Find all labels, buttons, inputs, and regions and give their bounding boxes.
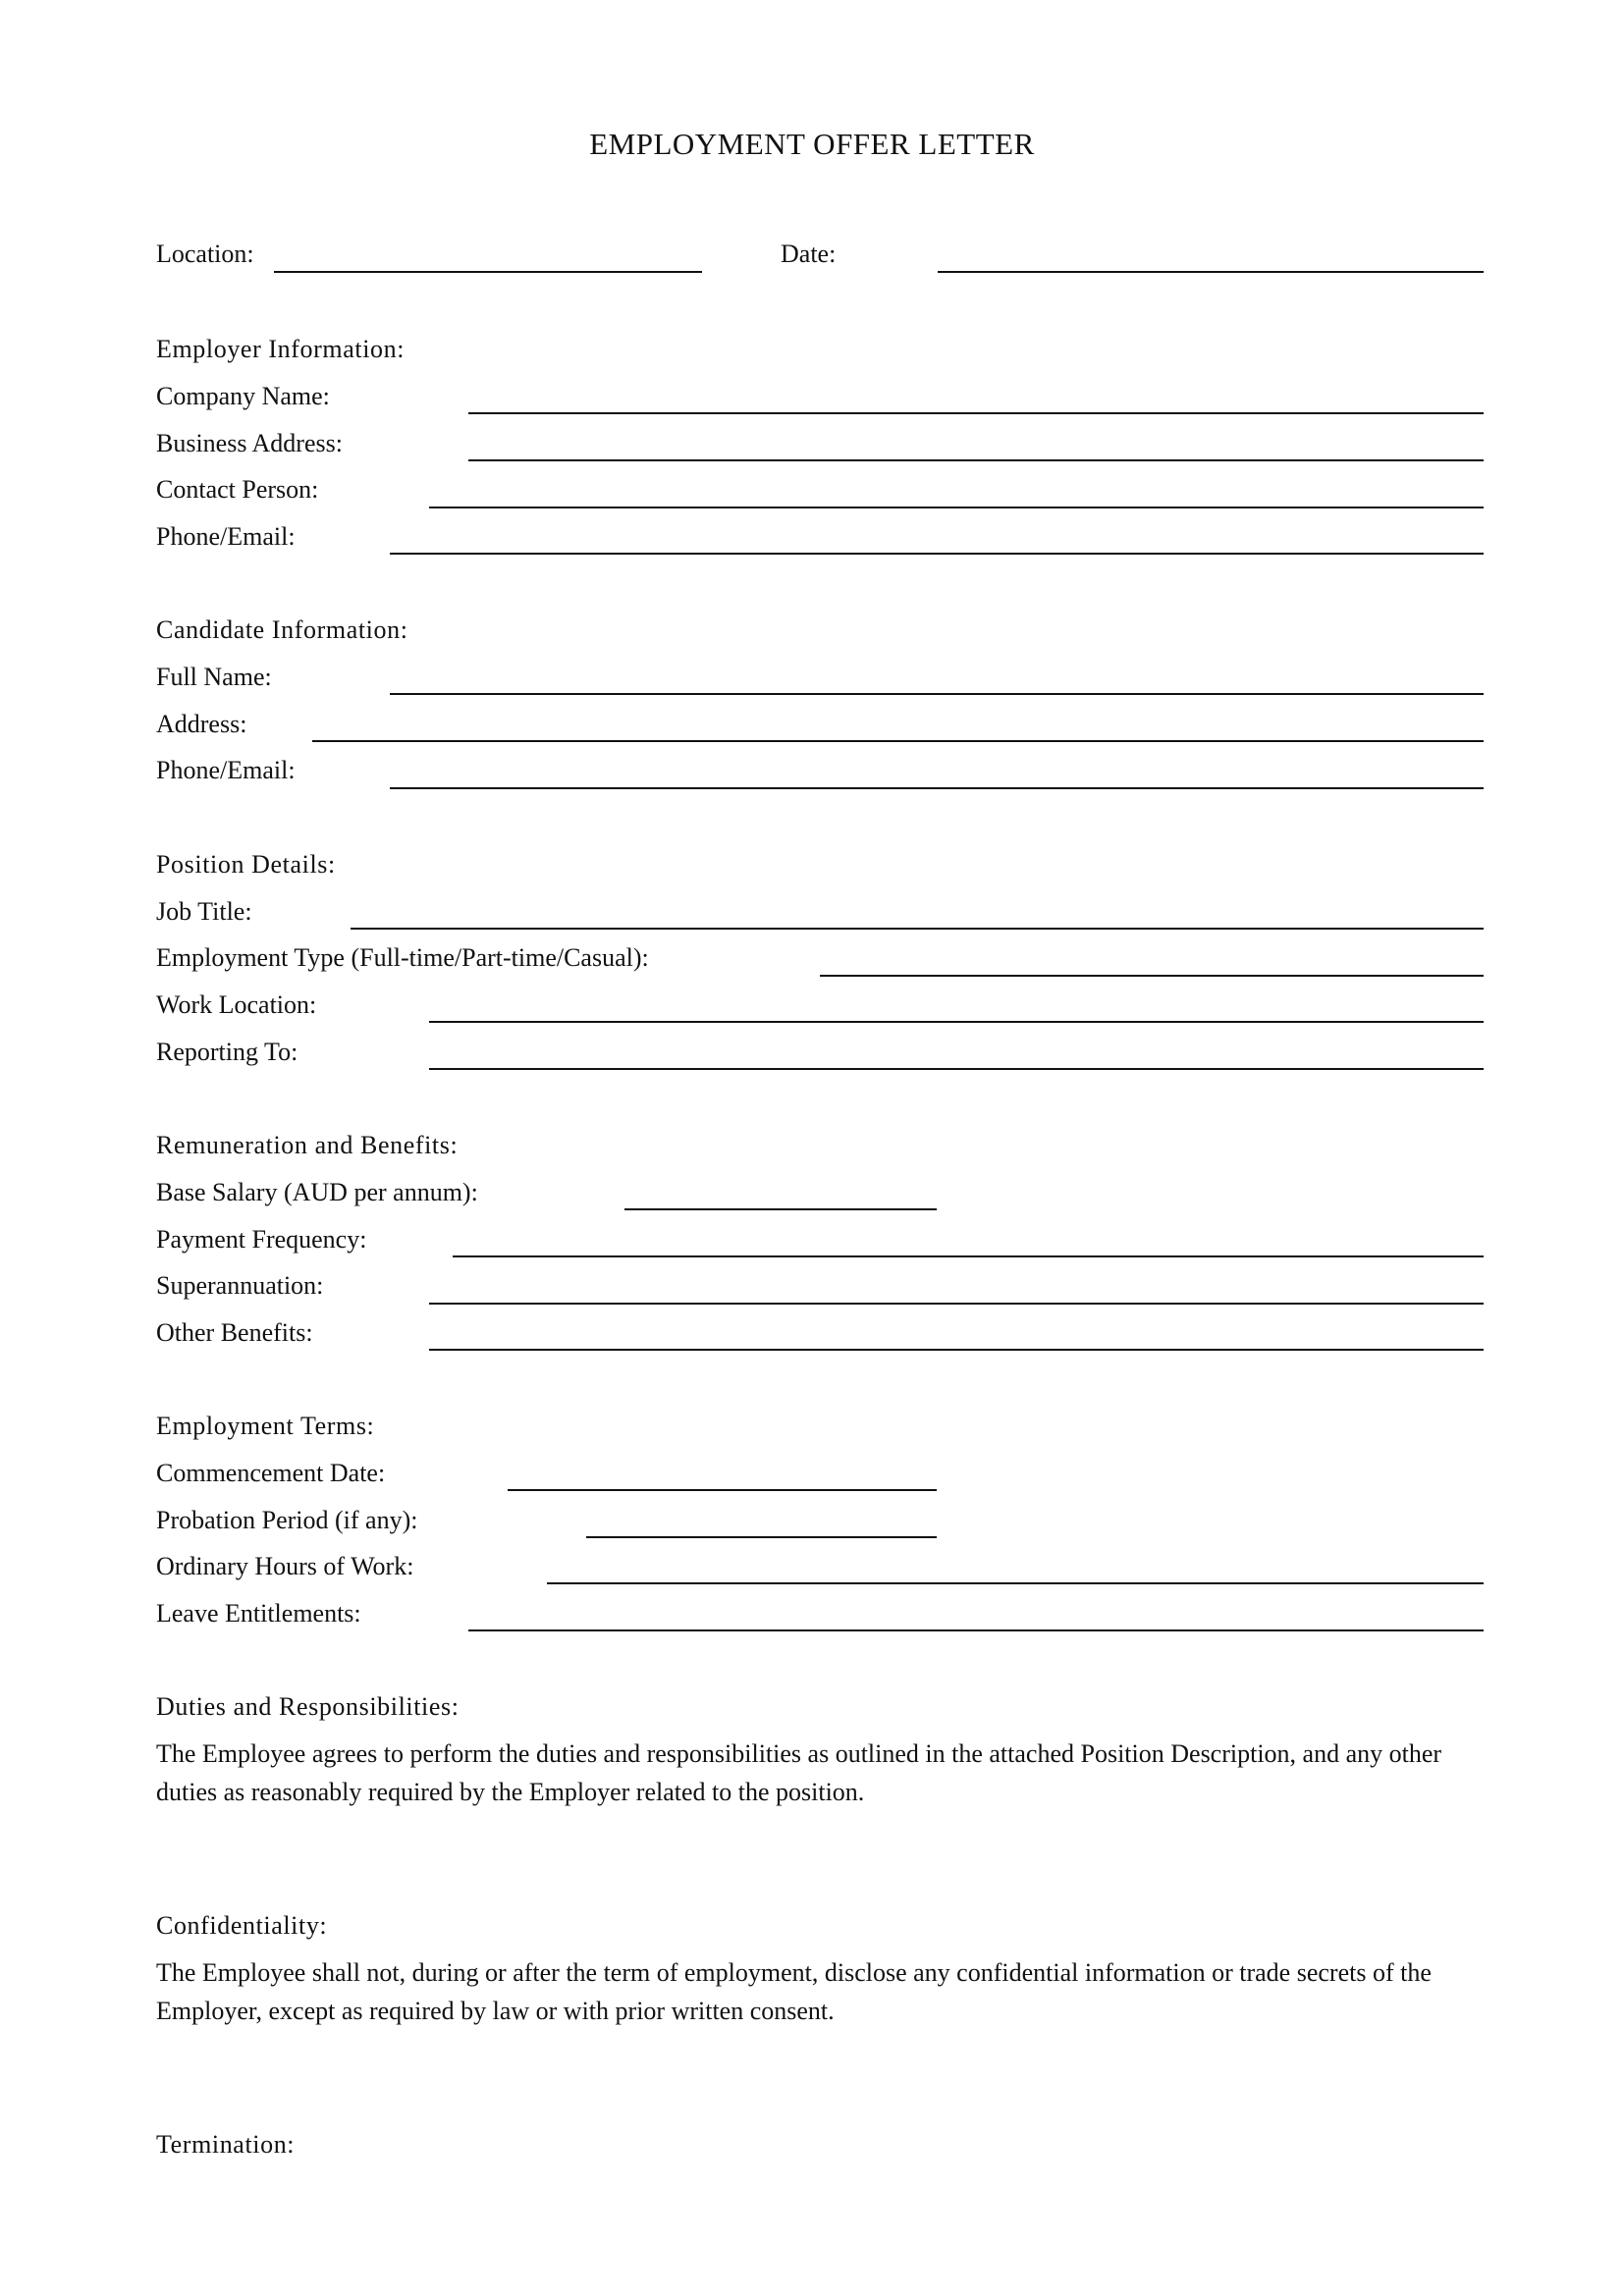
candidate-phone-email-field[interactable] xyxy=(390,787,1484,789)
base-salary-field[interactable] xyxy=(624,1208,937,1210)
superannuation-field[interactable] xyxy=(429,1303,1484,1305)
ordinary-hours-field[interactable] xyxy=(547,1582,1484,1584)
superannuation-label: Superannuation: xyxy=(156,1271,324,1300)
candidate-information-heading: Candidate Information: xyxy=(156,615,408,644)
candidate-address-field[interactable] xyxy=(312,740,1484,742)
document-title: EMPLOYMENT OFFER LETTER xyxy=(589,127,1035,161)
reporting-to-label: Reporting To: xyxy=(156,1038,298,1066)
employment-type-label: Employment Type (Full-time/Part-time/Casual): xyxy=(156,943,649,972)
employer-phone-email-label: Phone/Email: xyxy=(156,522,296,551)
leave-entitlements-field[interactable] xyxy=(468,1629,1484,1631)
duties-heading: Duties and Responsibilities: xyxy=(156,1692,460,1721)
duties-paragraph: The Employee agrees to perform the duties and responsibilities as outlined in the attached Position Description, and any other duties as reasonably required by the Employer related to the position. xyxy=(156,1739,1442,1806)
employment-type-field[interactable] xyxy=(820,975,1484,977)
probation-period-label: Probation Period (if any): xyxy=(156,1506,418,1534)
other-benefits-label: Other Benefits: xyxy=(156,1318,313,1347)
job-title-field[interactable] xyxy=(351,928,1484,930)
contact-person-field[interactable] xyxy=(429,507,1484,508)
date-label: Date: xyxy=(781,240,837,268)
date-field[interactable] xyxy=(938,271,1484,273)
termination-heading: Termination: xyxy=(156,2130,296,2159)
company-name-label: Company Name: xyxy=(156,382,330,410)
location-label: Location: xyxy=(156,240,254,268)
location-field[interactable] xyxy=(274,271,702,273)
candidate-phone-email-label: Phone/Email: xyxy=(156,756,296,784)
confidentiality-paragraph: The Employee shall not, during or after the term of employment, disclose any confidential information or trade secrets of the Employer, except as required by law or with prior written consent. xyxy=(156,1958,1432,2025)
ordinary-hours-label: Ordinary Hours of Work: xyxy=(156,1552,414,1580)
business-address-field[interactable] xyxy=(468,459,1484,461)
company-name-field[interactable] xyxy=(468,412,1484,414)
position-details-heading: Position Details: xyxy=(156,850,336,879)
employment-terms-heading: Employment Terms: xyxy=(156,1412,375,1440)
candidate-address-label: Address: xyxy=(156,710,247,738)
work-location-label: Work Location: xyxy=(156,990,317,1019)
payment-frequency-field[interactable] xyxy=(453,1255,1484,1257)
remuneration-heading: Remuneration and Benefits: xyxy=(156,1131,459,1159)
full-name-label: Full Name: xyxy=(156,663,272,691)
employer-phone-email-field[interactable] xyxy=(390,553,1484,555)
work-location-field[interactable] xyxy=(429,1021,1484,1023)
commencement-date-label: Commencement Date: xyxy=(156,1459,386,1487)
commencement-date-field[interactable] xyxy=(508,1489,937,1491)
contact-person-label: Contact Person: xyxy=(156,475,319,504)
leave-entitlements-label: Leave Entitlements: xyxy=(156,1599,361,1628)
job-title-label: Job Title: xyxy=(156,897,252,926)
confidentiality-heading: Confidentiality: xyxy=(156,1911,328,1940)
base-salary-label: Base Salary (AUD per annum): xyxy=(156,1178,478,1206)
employer-information-heading: Employer Information: xyxy=(156,335,406,363)
business-address-label: Business Address: xyxy=(156,429,343,457)
reporting-to-field[interactable] xyxy=(429,1068,1484,1070)
full-name-field[interactable] xyxy=(390,693,1484,695)
payment-frequency-label: Payment Frequency: xyxy=(156,1225,367,1254)
other-benefits-field[interactable] xyxy=(429,1349,1484,1351)
probation-period-field[interactable] xyxy=(586,1536,937,1538)
